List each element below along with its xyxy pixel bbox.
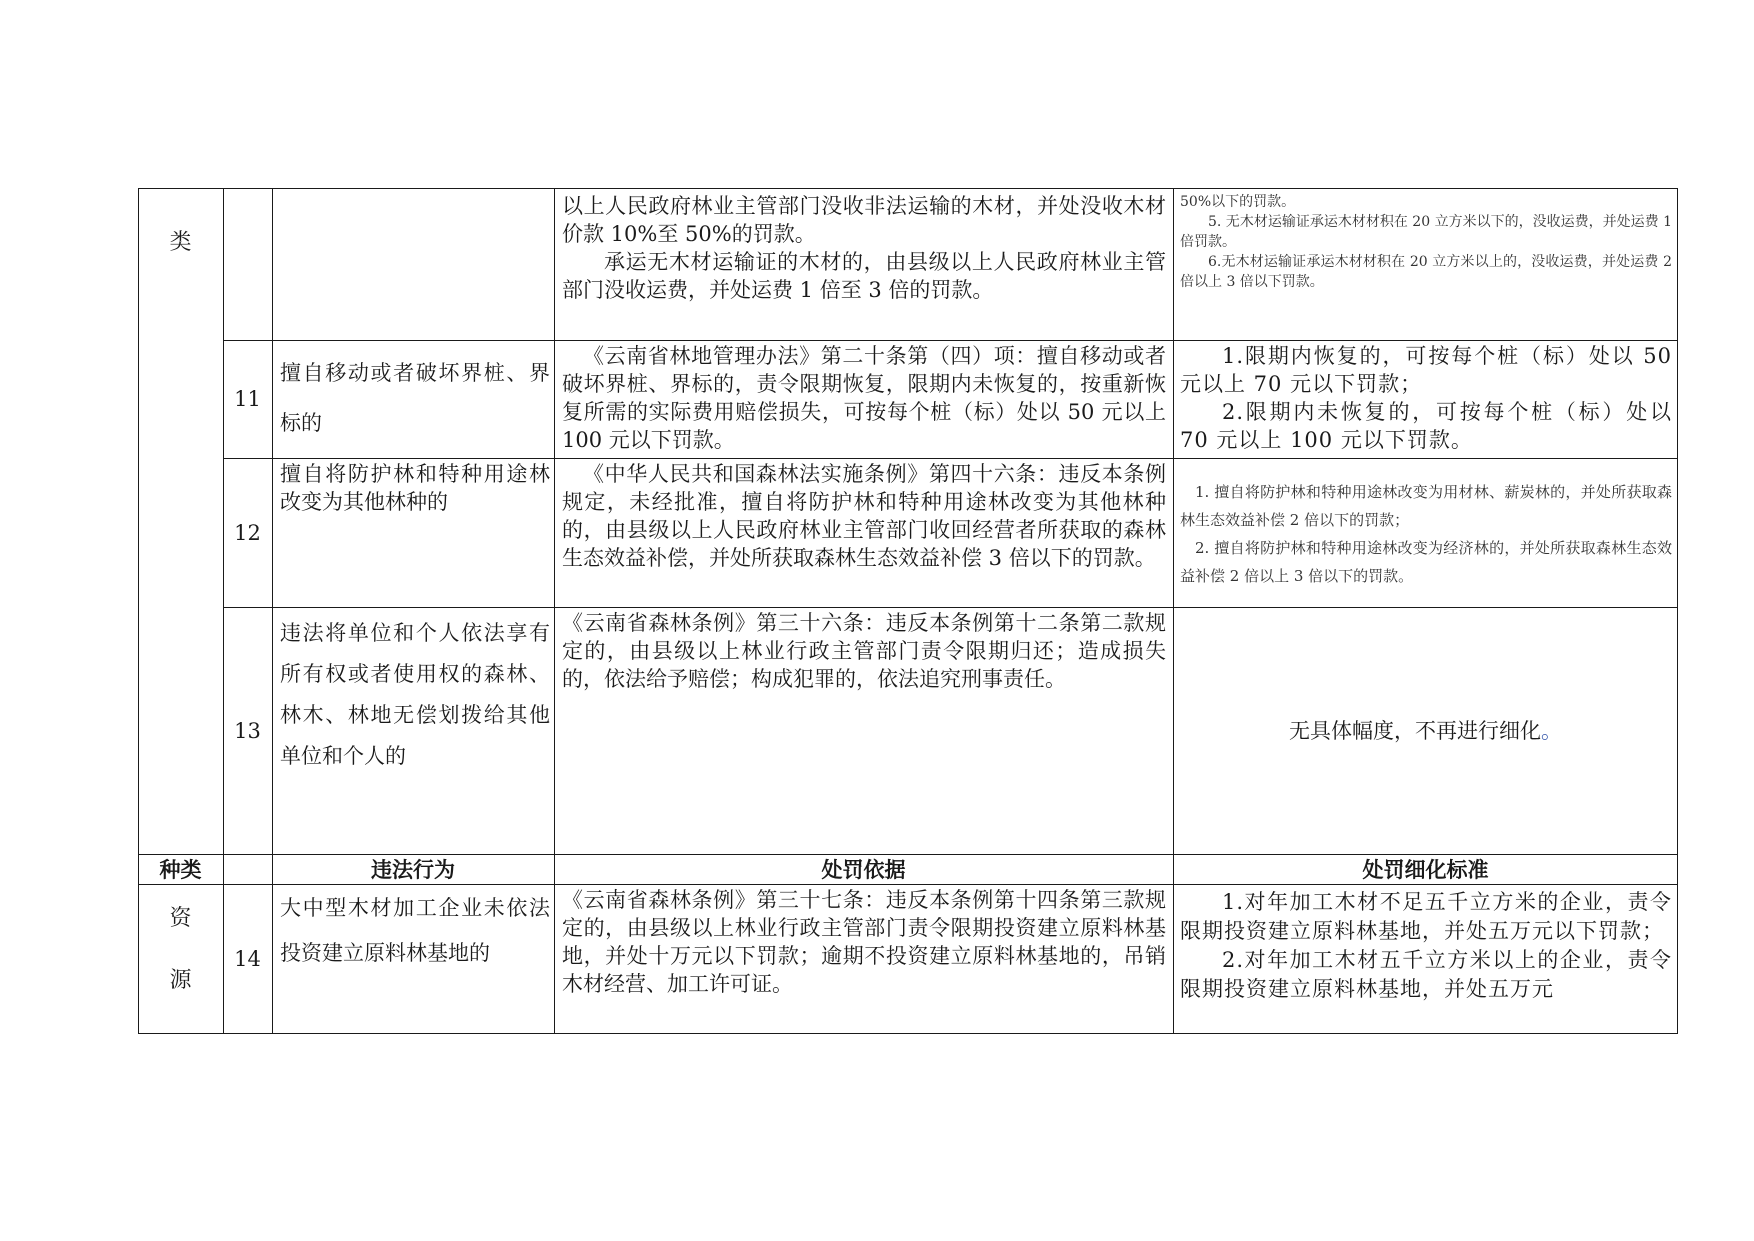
category-cell: 类: [169, 230, 192, 255]
penalty-table: [138, 188, 1678, 1034]
standard-cell: [1180, 192, 1672, 338]
basis-paragraph: 承运无木材运输证的木材的，由县级以上人民政府林业主管部门没收运费，并处运费 1 倍至 3 倍的罚款。: [562, 250, 1166, 302]
row-number: 13: [234, 718, 261, 743]
header-category: 种类: [159, 858, 202, 882]
violation-text: 擅自移动或者破坏界桩、界标的: [280, 361, 550, 435]
violation-cell: [280, 460, 550, 605]
violation-text: 擅自将防护林和特种用途林改变为其他林种的: [280, 462, 550, 514]
category-char: 源: [169, 968, 192, 993]
violation-cell: [280, 607, 550, 854]
violation-cell: [280, 340, 550, 458]
basis-cell: [562, 192, 1166, 338]
basis-cell: [562, 460, 1166, 606]
header-standard: 处罚细化标准: [1362, 858, 1489, 882]
basis-cell: [562, 886, 1166, 1032]
violation-text: 违法将单位和个人依法享有所有权或者使用权的森林、林木、林地无偿划拨给其他单位和个人的: [280, 621, 550, 768]
standard-item: 50%以下的罚款。: [1180, 194, 1296, 210]
standard-item: 6.无木材运输证承运木材材积在 20 立方米以上的，没收运费，并处运费 2 倍以上 3 倍以下罚款。: [1180, 254, 1672, 290]
standard-item: 2.限期内未恢复的，可按每个桩（标）处以 70 元以上 100 元以下罚款。: [1180, 400, 1672, 452]
category-char: 资: [169, 906, 192, 931]
basis-paragraph: 《云南省森林条例》第三十七条：违反本条例第十四条第三款规定的，由县级以上林业行政主管部门责令限期投资建立原料林基地，并处十万元以下罚款；逾期不投资建立原料林基地的，吊销木材经营、加工许可证。: [562, 888, 1166, 996]
row-number: 14: [234, 946, 261, 971]
standard-cell: [1180, 888, 1672, 1032]
violation-text: 大中型木材加工企业未依法投资建立原料林基地的: [280, 896, 550, 965]
basis-cell: [562, 342, 1166, 457]
basis-paragraph: 《云南省森林条例》第三十六条：违反本条例第十二条第二款规定的，由县级以上林业行政主管部门责令限期归还；造成损失的，依法给予赔偿；构成犯罪的，依法追究刑事责任。: [562, 611, 1166, 691]
standard-cell: [1173, 607, 1678, 854]
standard-item: 1.限期内恢复的，可按每个桩（标）处以 50 元以上 70 元以下罚款；: [1180, 344, 1672, 396]
row-number: 11: [234, 387, 261, 411]
standard-text: 无具体幅度，不再进行细化。: [1289, 718, 1562, 743]
basis-paragraph: 《云南省林地管理办法》第二十条第（四）项：擅自移动或者破坏界桩、界标的，责令限期恢复，限期内未恢复的，按重新恢复所需的实际费用赔偿损失，可按每个桩（标）处以 50 元以上 100 元以下罚款。: [562, 344, 1166, 452]
basis-paragraph: 《中华人民共和国森林法实施条例》第四十六条：违反本条例规定，未经批准，擅自将防护林和特种用途林改变为其他林种的，由县级以上人民政府林业主管部门收回经营者所获取的森林生态效益补偿，并处所获取森林生态效益补偿 3 倍以下的罚款。: [562, 462, 1166, 570]
category-cell: [138, 888, 223, 1028]
violation-cell: [280, 884, 550, 1033]
standard-item: 2.对年加工木材五千立方米以上的企业，责令限期投资建立原料林基地，并处五万元: [1180, 948, 1672, 1001]
basis-cell: [562, 609, 1166, 853]
standard-cell: [1180, 342, 1672, 457]
basis-paragraph: 以上人民政府林业主管部门没收非法运输的木材，并处没收木材价款 10%至 50%的罚款。: [562, 194, 1166, 246]
standard-item: 5. 无木材运输证承运木材材积在 20 立方米以下的，没收运费，并处运费 1 倍罚款。: [1180, 214, 1672, 250]
standard-item: 1. 擅自将防护林和特种用途林改变为用材林、薪炭林的，并处所获取森林生态效益补偿 2 倍以下的罚款；: [1180, 483, 1672, 529]
header-basis: 处罚依据: [821, 858, 906, 882]
standard-item: 1.对年加工木材不足五千立方米的企业，责令限期投资建立原料林基地，并处五万元以下罚款；: [1180, 890, 1672, 943]
header-violation: 违法行为: [371, 858, 455, 882]
standard-item: 2. 擅自将防护林和特种用途林改变为经济林的，并处所获取森林生态效益补偿 2 倍以上 3 倍以下的罚款。: [1180, 539, 1672, 585]
row-number: 12: [234, 520, 261, 545]
standard-cell: [1180, 478, 1672, 606]
